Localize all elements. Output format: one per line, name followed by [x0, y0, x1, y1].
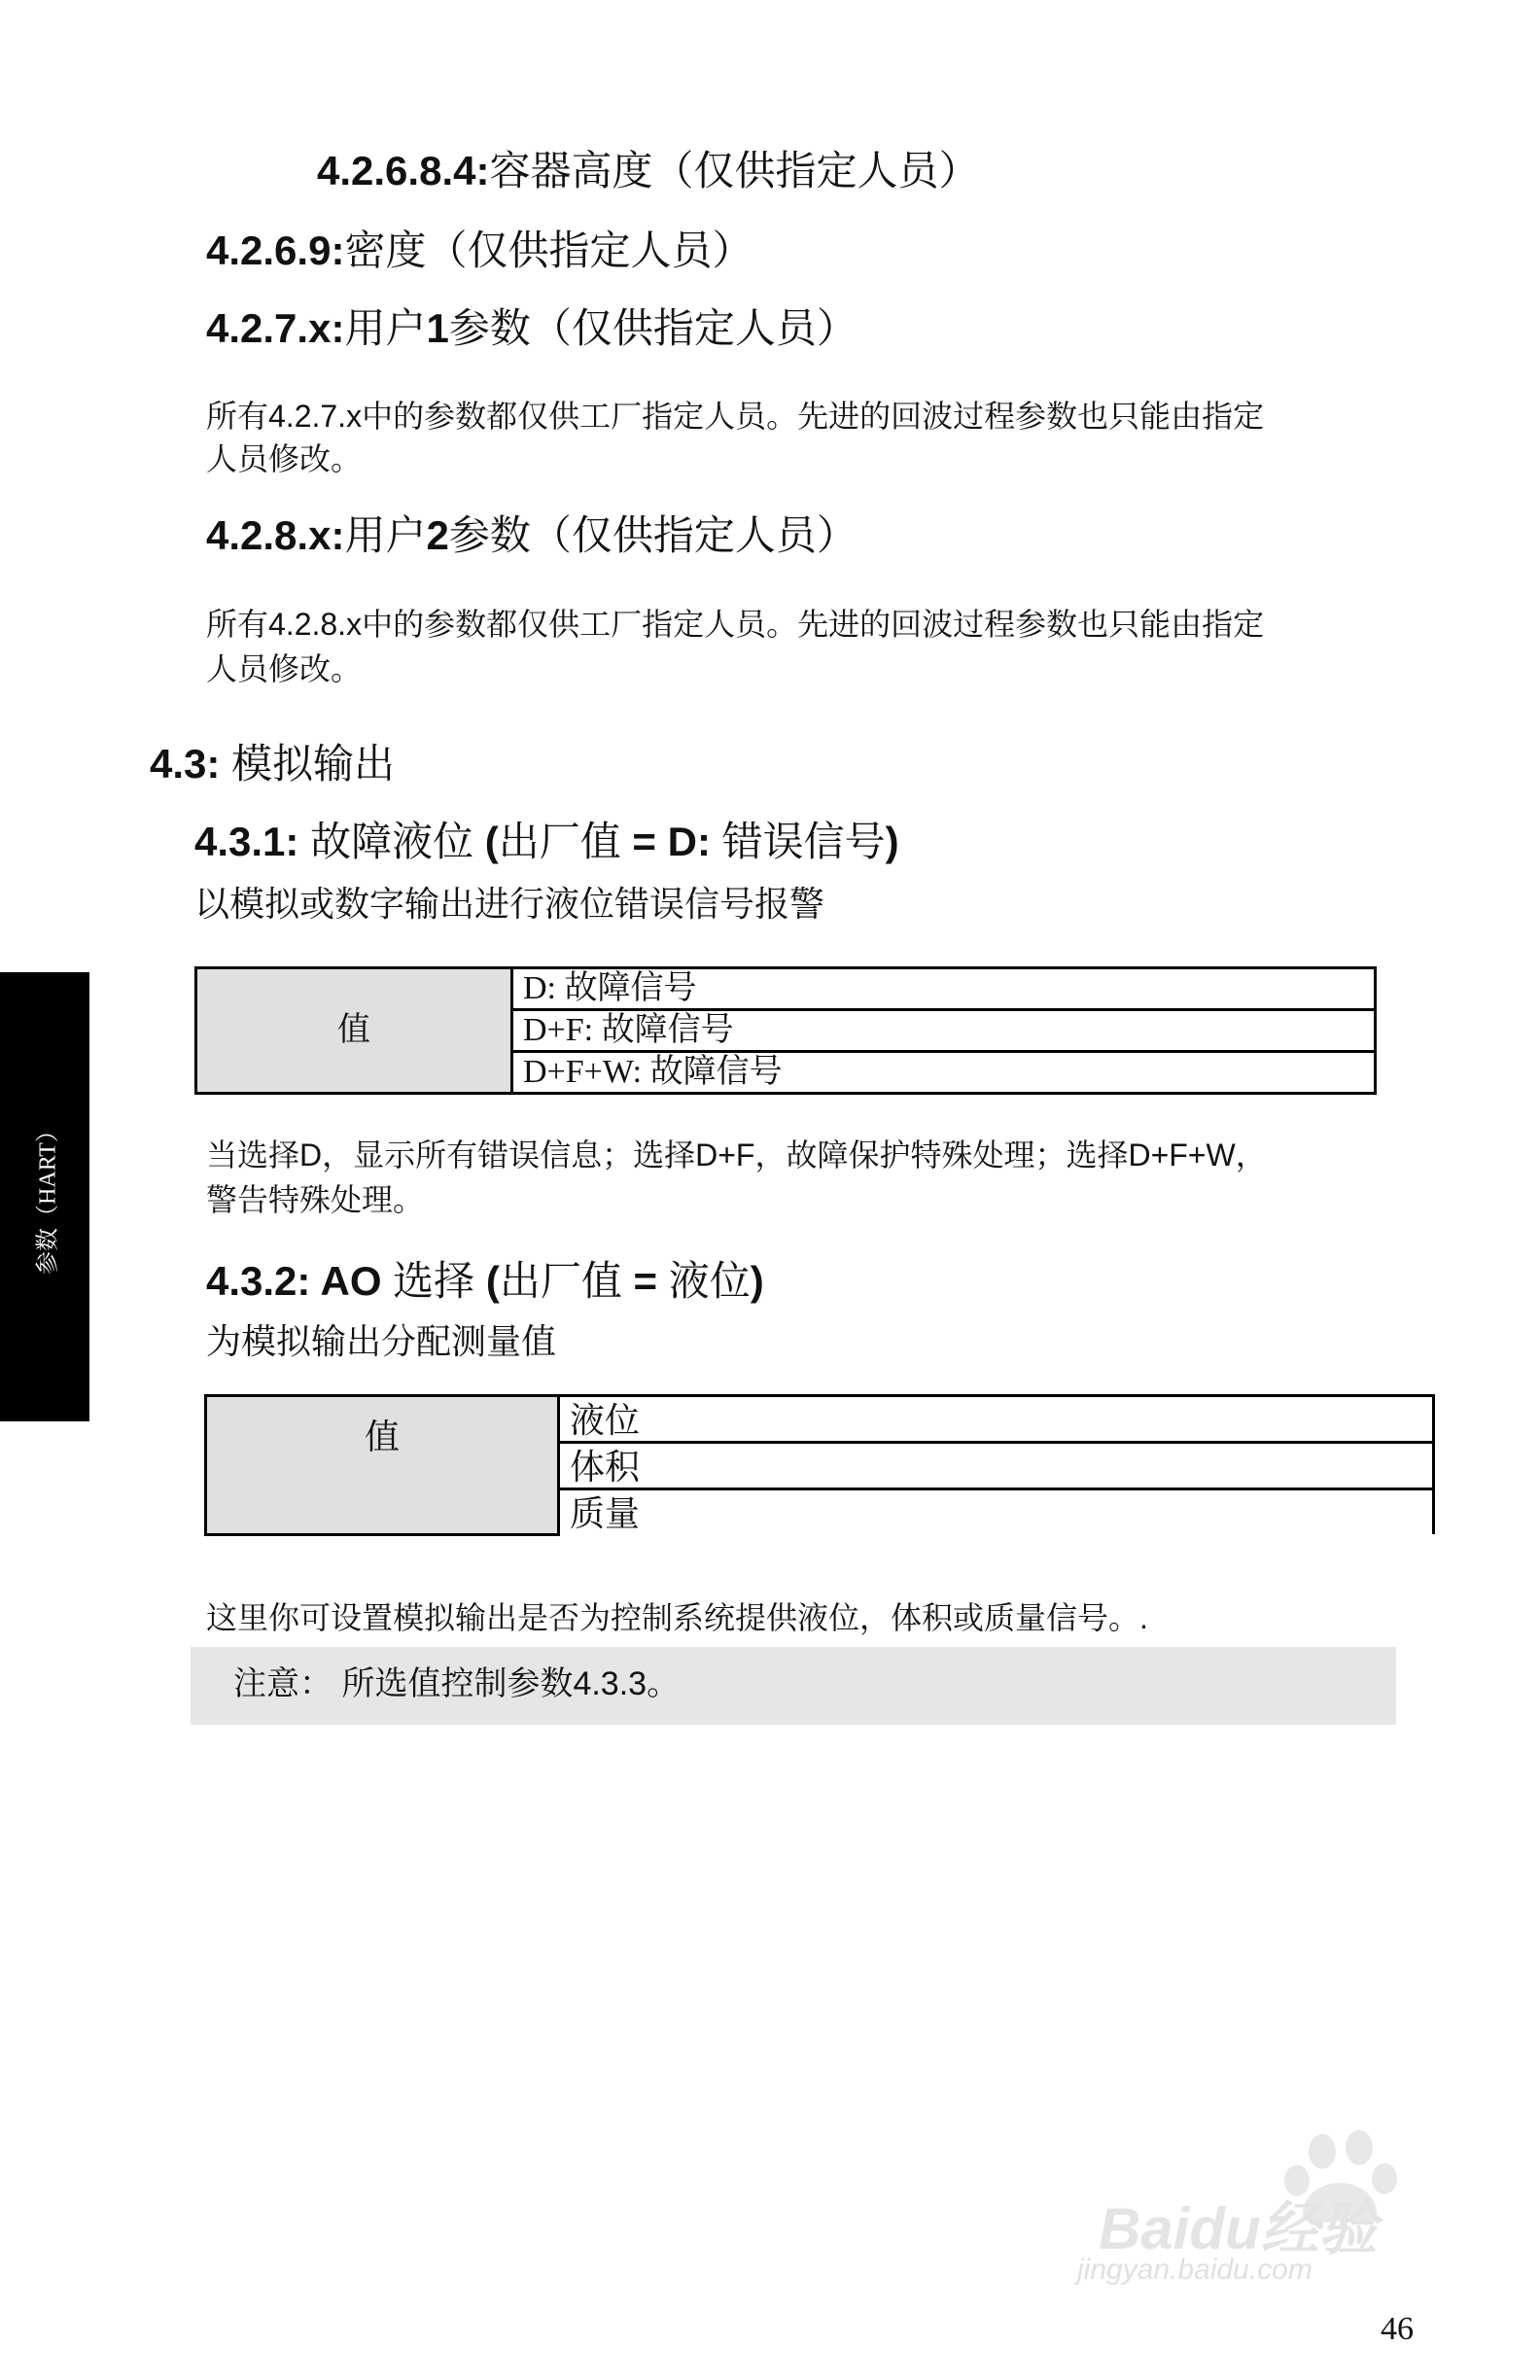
value-table-4-3-2	[204, 1394, 1435, 1536]
heading-paren-open: (	[485, 1258, 500, 1304]
heading-number: 4.3.1:	[194, 819, 299, 864]
table-cell: 体积	[559, 1443, 1434, 1489]
paragraph-4-3-1-after-line1: 当选择D，显示所有错误信息；选择D+F，故障保护特殊处理；选择D+F+W，	[206, 1138, 1267, 1172]
heading-text: 模拟输出	[220, 741, 396, 787]
paragraph-4-3-1-desc: 以模拟或数字输出进行液位错误信号报警	[194, 885, 825, 924]
side-tab-label: 参数（HART）	[35, 1119, 61, 1275]
paragraph-4-3-1-after-line2: 警告特殊处理。	[206, 1182, 425, 1217]
table-cell: D+F+W: 故障信号	[512, 1052, 1376, 1094]
paragraph-4-2-8-line2: 人员修改。	[206, 651, 363, 686]
heading-number: 4.3:	[150, 741, 221, 787]
heading-paren-close: )	[885, 819, 899, 864]
heading-4-2-8-x	[206, 510, 858, 561]
paragraph-4-2-8-line1: 所有4.2.8.x中的参数都仅供工厂指定人员。先进的回波过程参数也只能由指定	[206, 607, 1265, 642]
note-box	[191, 1647, 1396, 1725]
heading-default-eq: =	[633, 1258, 658, 1304]
heading-4-2-6-8-4	[317, 146, 979, 196]
heading-default-label: 出厂值	[498, 819, 633, 864]
heading-4-3-2	[206, 1256, 764, 1307]
heading-default-eq: = D:	[632, 819, 711, 864]
table-value-label: 值	[196, 968, 512, 1094]
watermark-url: jingyan.baidu.com	[1077, 2254, 1312, 2286]
heading-text: 参数（仅供指定人员）	[448, 305, 858, 351]
heading-4-2-6-9	[206, 226, 752, 276]
heading-4-3	[150, 739, 395, 789]
heading-text: 密度（仅供指定人员）	[344, 228, 753, 273]
table-row	[196, 968, 1376, 1010]
heading-user-number: 2	[426, 512, 449, 558]
value-table-4-3-1	[194, 966, 1377, 1095]
table-value-label: 值	[206, 1396, 559, 1535]
paragraph-4-2-7-line1: 所有4.2.7.x中的参数都仅供工厂指定人员。先进的回波过程参数也只能由指定	[206, 399, 1265, 434]
heading-text: 故障液位	[298, 819, 485, 864]
note-text: 注意： 所选值控制参数4.3.3。	[233, 1665, 681, 1702]
table-cell: D: 故障信号	[512, 968, 1376, 1010]
side-tab	[0, 972, 89, 1421]
table-cell: 质量	[559, 1489, 1434, 1535]
heading-number: 4.2.6.8.4:	[317, 148, 490, 193]
heading-user-number: 1	[426, 305, 449, 351]
heading-number: 4.2.8.x:	[206, 512, 345, 558]
heading-4-2-7-x	[206, 303, 858, 354]
heading-text-pre: 用户	[344, 512, 427, 558]
paragraph-4-3-2-after: 这里你可设置模拟输出是否为控制系统提供液位，体积或质量信号。.	[206, 1600, 1148, 1635]
heading-paren-close: )	[750, 1258, 764, 1304]
page-number: 46	[1381, 2311, 1414, 2347]
heading-paren-open: (	[484, 819, 499, 864]
heading-text: 参数（仅供指定人员）	[448, 512, 858, 558]
heading-text: 选择	[381, 1258, 486, 1304]
paragraph-4-3-2-desc: 为模拟输出分配测量值	[206, 1322, 557, 1361]
heading-number: 4.3.2: AO	[206, 1258, 382, 1304]
heading-number: 4.2.7.x:	[206, 305, 345, 351]
heading-number: 4.2.6.9:	[206, 228, 345, 273]
heading-default-value: 液位	[657, 1258, 751, 1304]
heading-text-pre: 用户	[344, 305, 427, 351]
heading-default-value: 错误信号	[710, 819, 886, 864]
table-cell: 液位	[559, 1396, 1434, 1443]
heading-default-label: 出厂值	[499, 1258, 634, 1304]
table-cell: D+F: 故障信号	[512, 1010, 1376, 1052]
paragraph-4-2-7-line2: 人员修改。	[206, 441, 363, 476]
heading-4-3-1	[194, 817, 899, 867]
heading-text: 容器高度（仅供指定人员）	[489, 148, 980, 193]
watermark-brand: Baidu经验	[1099, 2196, 1378, 2261]
table-row	[206, 1396, 1434, 1443]
